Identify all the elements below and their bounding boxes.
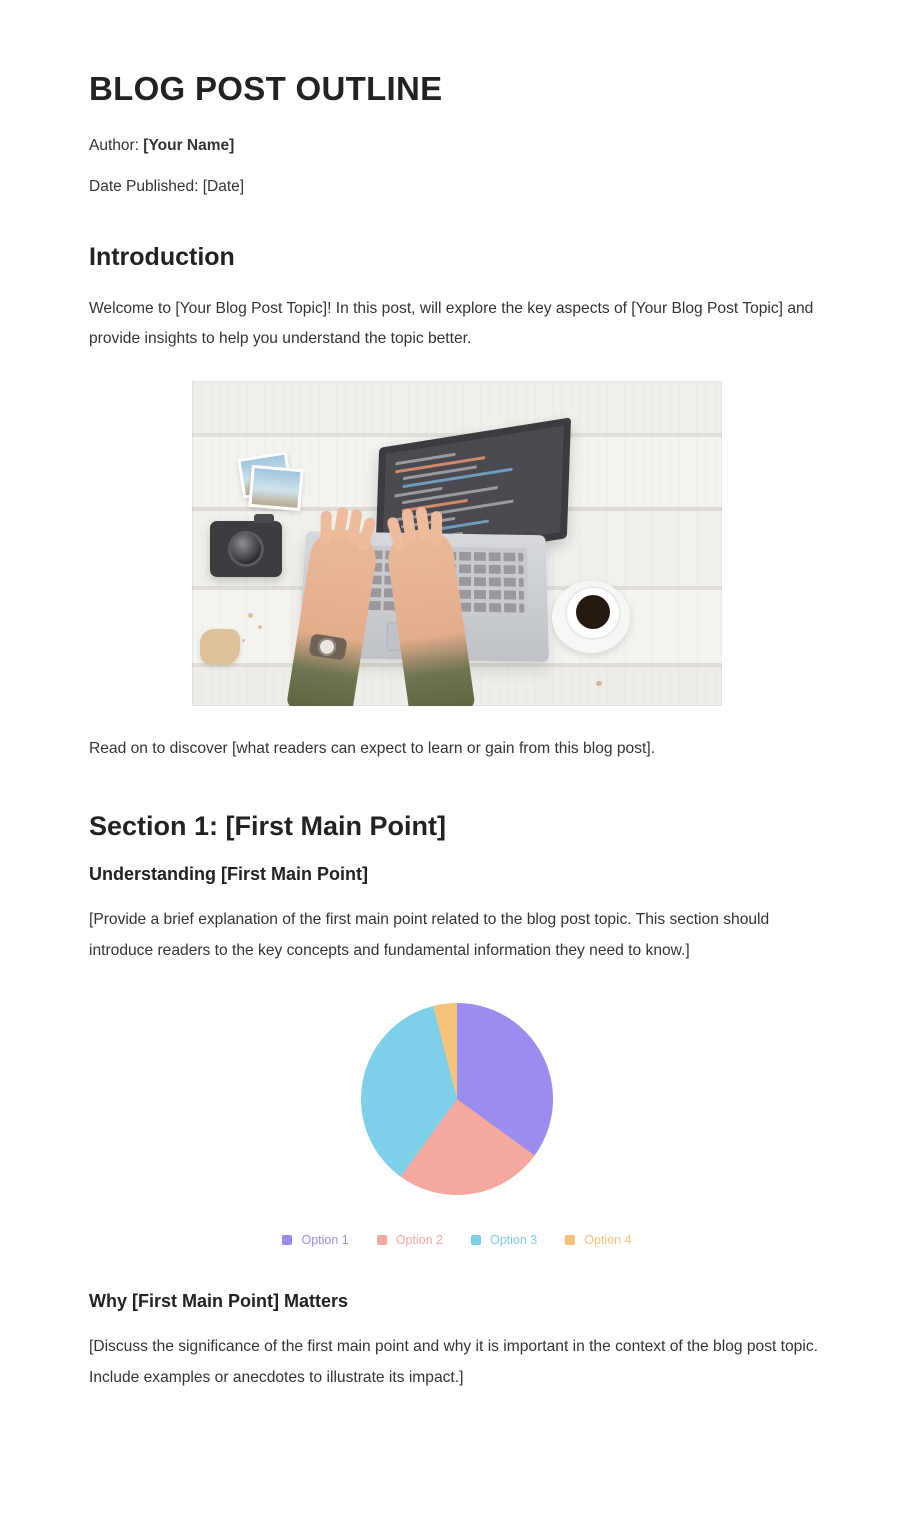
date-value: [Date] xyxy=(202,178,245,196)
section-1-paragraph-1: [Provide a brief explanation of the first main point related to the blog post topic. This section should introduce readers to the key concepts and fundamental information they need to know.] xyxy=(89,911,770,959)
section-1-heading: Section 1: [First Main Point] xyxy=(89,811,447,842)
legend-label: Option 1 xyxy=(301,1232,349,1247)
legend-item xyxy=(377,1233,443,1247)
desk-photo xyxy=(192,381,722,706)
pie-chart-graphic xyxy=(361,1003,553,1195)
introduction-heading: Introduction xyxy=(89,242,235,271)
legend-label: Option 4 xyxy=(584,1232,632,1247)
author-line xyxy=(89,134,825,157)
date-label: Date Published: xyxy=(89,178,199,196)
section-1-paragraph-2: [Discuss the significance of the first main point and why it is important in the context of the blog post topic. Include examples or anecdotes to illustrate its impact.] xyxy=(89,1337,818,1386)
legend-label: Option 2 xyxy=(395,1232,443,1247)
legend-swatch-icon xyxy=(377,1235,387,1245)
legend-swatch-icon xyxy=(282,1235,292,1245)
desk-photo-canvas xyxy=(192,381,722,706)
legend-swatch-icon xyxy=(471,1235,481,1245)
legend-item xyxy=(471,1233,537,1247)
section-1-subheading-1: Understanding [First Main Point] xyxy=(89,864,368,885)
legend-label: Option 3 xyxy=(490,1232,538,1247)
pie-chart-legend xyxy=(89,1233,825,1247)
page-title: BLOG POST OUTLINE xyxy=(89,70,443,107)
author-value: [Your Name] xyxy=(143,137,235,154)
legend-item xyxy=(565,1233,631,1247)
introduction-closing-paragraph: Read on to discover [what readers can expect to learn or gain from this blog post]. xyxy=(89,740,656,758)
introduction-paragraph: Welcome to [Your Blog Post Topic]! In this post, will explore the key aspects of [Your Blog Post Topic] and provide insights to help you understand the topic better. xyxy=(89,299,814,348)
author-label: Author: xyxy=(89,137,139,154)
legend-item xyxy=(282,1233,348,1247)
pie-chart xyxy=(89,1003,825,1247)
section-1-subheading-2: Why [First Main Point] Matters xyxy=(89,1290,349,1311)
legend-swatch-icon xyxy=(565,1235,575,1245)
date-published-line xyxy=(89,175,825,198)
